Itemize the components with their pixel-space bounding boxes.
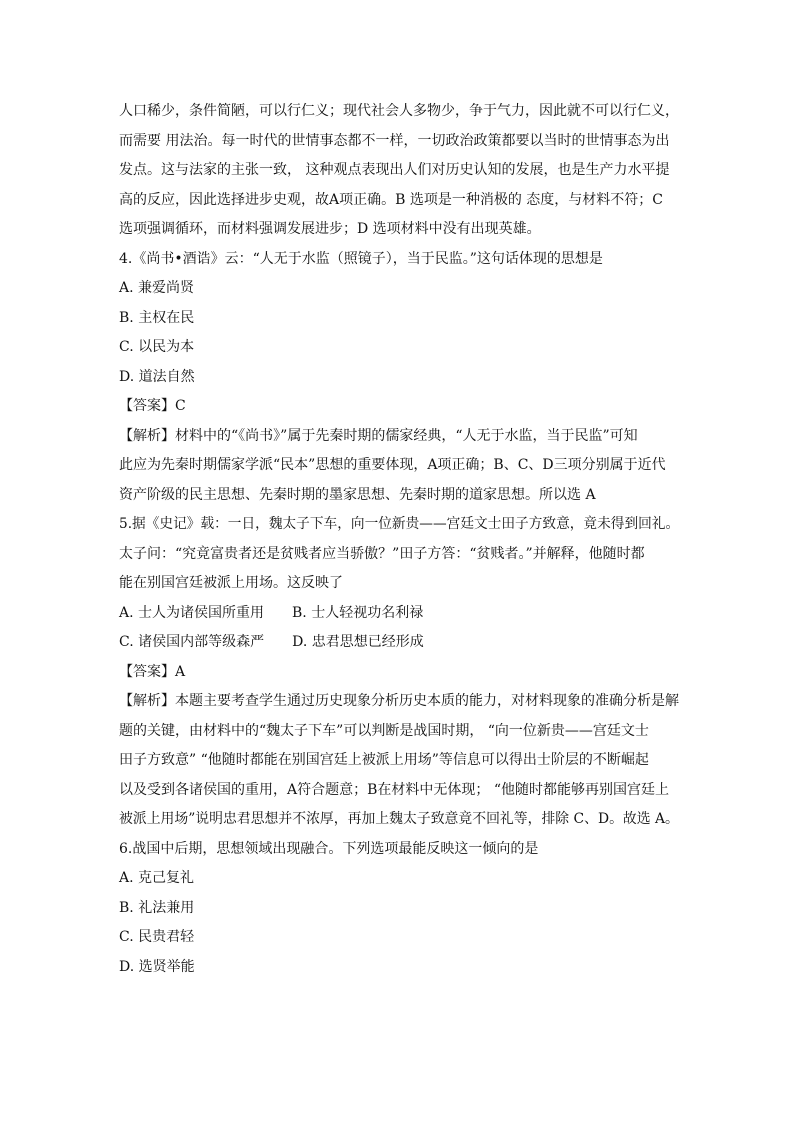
option-d: D. 选贤举能: [119, 958, 195, 975]
analysis-line: 题的关键，由材料中的“魏太子下车”可以判断是战国时期， “向一位新贵——宫廷文士: [119, 722, 649, 739]
document-body: [119, 97, 679, 982]
option-b: B. 礼法兼用: [119, 899, 195, 916]
text-line: 发点。这与法家的主张一致， 这种观点表现出人们对历史认知的发展，也是生产力水平提: [119, 162, 670, 178]
question-5-stem: 太子问：“究竟富贵者还是贫贱者应当骄傲？”田子方答：“贫贱者。”并解释，他随时都: [119, 545, 645, 562]
options-row: [119, 599, 679, 629]
option-d: D. 道法自然: [119, 368, 195, 385]
analysis-line: 田子方致意” “他随时都能在别国宫廷上被派上用场”等信息可以得出士阶层的不断崛起: [119, 752, 649, 768]
option-a: A. 兼爱尚贤: [119, 280, 195, 296]
text-line: 而需要 用法治。每一时代的世情事态都不一样，一切政治政策都要以当时的世情事态为出: [119, 132, 670, 149]
option-b: B. 主权在民: [119, 309, 195, 326]
analysis-line: 此应为先秦时期儒家学派“民本”思想的重要体现，A项正确；B、C、D三项分别属于近代: [119, 457, 666, 473]
analysis-line: 【解析】材料中的“《尚书》”属于先秦时期的儒家经典，“人无于水监，当于民监”可知: [119, 427, 638, 444]
text-line: 选项强调循环，而材料强调发展进步；D 选项材料中没有出现英雄。: [119, 221, 541, 237]
option-c: C. 民贵君轻: [119, 929, 195, 945]
text-line: 人口稀少，条件简陋，可以行仁义；现代社会人多物少，争于气力，因此就不可以行仁义，: [119, 103, 679, 119]
option-d: D. 忠君思想已经形成: [292, 634, 424, 650]
option-c: C. 以民为本: [119, 339, 195, 355]
question-4-stem: 4.《尚书•酒诰》云：“人无于水监（照镜子），当于民监。”这句话体现的思想是: [119, 250, 603, 267]
option-c: C. 诸侯国内部等级森严: [119, 634, 265, 650]
option-b: B. 士人轻视功名利禄: [292, 604, 424, 621]
question-5-stem: 能在别国宫廷被派上用场。这反映了: [119, 575, 343, 591]
analysis-line: 被派上用场”说明忠君思想并不浓厚，再加上魏太子致意竟不回礼等，排除 C、D。故选 A。: [119, 811, 679, 827]
analysis-line: 以及受到各诸侯国的重用，A符合题意；B在材料中无体现； “他随时都能够再别国宫廷上: [119, 781, 670, 798]
options-row: [119, 628, 679, 658]
analysis-line: 【解析】本题主要考查学生通过历史现象分析历史本质的能力，对材料现象的准确分析是解: [119, 693, 679, 709]
answer-label: 【答案】C: [119, 398, 186, 414]
analysis-line: 资产阶级的民主思想、先秦时期的墨家思想、先秦时期的道家思想。所以选 A: [119, 486, 596, 503]
answer-label: 【答案】A: [119, 663, 186, 680]
question-6-stem: 6.战国中后期，思想领域出现融合。下列选项最能反映这一倾向的是: [119, 840, 539, 857]
text-line: 高的反应，因此选择进步史观，故A项正确。B 选项是一种消极的 态度，与材料不符；C: [119, 191, 664, 208]
question-5-stem: 5.据《史记》载：一日，魏太子下车，向一位新贵——宫廷文士田子方致意，竟未得到回礼。: [119, 516, 680, 532]
option-a: A. 士人为诸侯国所重用: [119, 604, 265, 621]
option-a: A. 克己复礼: [119, 870, 195, 886]
